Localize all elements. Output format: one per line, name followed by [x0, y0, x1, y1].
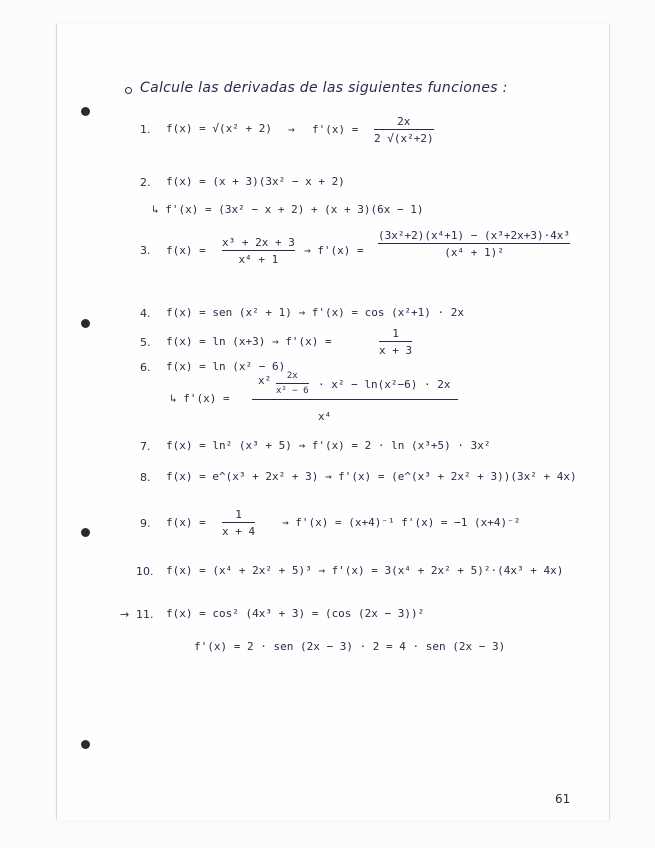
denominator: x² − 6	[276, 386, 309, 396]
problem-function: f(x) = sen (x² + 1) → f'(x) = cos (x²+1) · 2x	[166, 306, 465, 319]
notebook-page	[56, 24, 610, 820]
problem-number: 5.	[140, 336, 151, 349]
problem-number: 8.	[140, 471, 151, 484]
problem-number: 4.	[140, 307, 151, 320]
derivative-fraction	[378, 230, 570, 258]
page-number: 61	[555, 792, 571, 806]
problem-function: f(x) = (x⁴ + 2x² + 5)³ → f'(x) = 3(x⁴ + 2x² + 5)²·(4x³ + 4x)	[166, 564, 564, 577]
problem-function: f(x) =	[166, 516, 206, 529]
derivative-label: → f'(x) =	[304, 244, 364, 257]
inner-prefix: x²	[258, 374, 272, 387]
problem-number: 1.	[140, 123, 151, 136]
derivative: ↳ f'(x) = (3x² − x + 2) + (x + 3)(6x − 1)	[152, 203, 424, 216]
numerator: 2x	[276, 372, 309, 384]
derivative-label: f'(x) =	[312, 123, 359, 136]
function-fraction	[222, 237, 295, 265]
problem-function: f(x) = ln² (x³ + 5) → f'(x) = 2 · ln (x³+5) · 3x²	[166, 439, 491, 452]
problem-number: 7.	[140, 440, 151, 453]
problem-function: f(x) =	[166, 244, 206, 257]
derivative: f'(x) = 2 · sen (2x − 3) · 2 = 4 · sen (2x − 3)	[194, 640, 506, 653]
problem-function: f(x) = e^(x³ + 2x² + 3) → f'(x) = (e^(x³ + 2x² + 3))(3x² + 4x)	[166, 470, 577, 483]
derivative-label: ↳ f'(x) =	[170, 392, 230, 405]
binder-hole	[81, 319, 90, 328]
fraction-bar	[252, 399, 458, 400]
problem-function: f(x) = cos² (4x³ + 3) = (cos (2x − 3))²	[166, 607, 425, 620]
denominator: x⁴ + 1	[238, 253, 279, 266]
denominator: 2 √(x²+2)	[374, 132, 434, 145]
check-mark: →	[120, 608, 130, 621]
denominator: x + 3	[379, 344, 413, 357]
derivative: → f'(x) = (x+4)⁻¹ f'(x) = −1 (x+4)⁻²	[282, 516, 521, 529]
problem-function: f(x) = ln (x² − 6)	[166, 360, 286, 373]
numerator: (3x²+2)(x⁴+1) − (x³+2x+3)·4x³	[378, 229, 571, 242]
problem-number: 2.	[140, 176, 151, 189]
numerator: 1	[379, 328, 412, 342]
binder-hole	[81, 528, 90, 537]
numerator: 1	[222, 509, 255, 523]
bullet-icon	[125, 87, 132, 94]
problem-function: f(x) = (x + 3)(3x² − x + 2)	[166, 175, 345, 188]
problem-function: f(x) = ln (x+3) → f'(x) =	[166, 335, 332, 348]
problem-number: 6.	[140, 361, 151, 374]
problem-number: 11.	[136, 608, 154, 621]
derivative-fraction	[379, 328, 412, 356]
problem-number: 10.	[136, 565, 154, 578]
numerator: 2x	[374, 116, 434, 130]
heading: Calcule las derivadas de las siguientes funciones :	[140, 80, 508, 96]
numerator: x³ + 2x + 3	[222, 236, 295, 249]
problem-function: f(x) = √(x² + 2)	[166, 122, 272, 135]
derivative-fraction	[374, 116, 434, 144]
arrow: →	[288, 123, 295, 136]
function-fraction	[222, 509, 255, 537]
numerator-rest: · x² − ln(x²−6) · 2x	[318, 378, 451, 391]
binder-hole	[81, 107, 90, 116]
binder-hole	[81, 740, 90, 749]
denominator: (x⁴ + 1)²	[444, 246, 504, 259]
denominator: x⁴	[318, 410, 332, 423]
denominator: x + 4	[222, 525, 256, 538]
problem-number: 3.	[140, 244, 151, 257]
problem-number: 9.	[140, 517, 151, 530]
inner-fraction	[276, 372, 309, 396]
